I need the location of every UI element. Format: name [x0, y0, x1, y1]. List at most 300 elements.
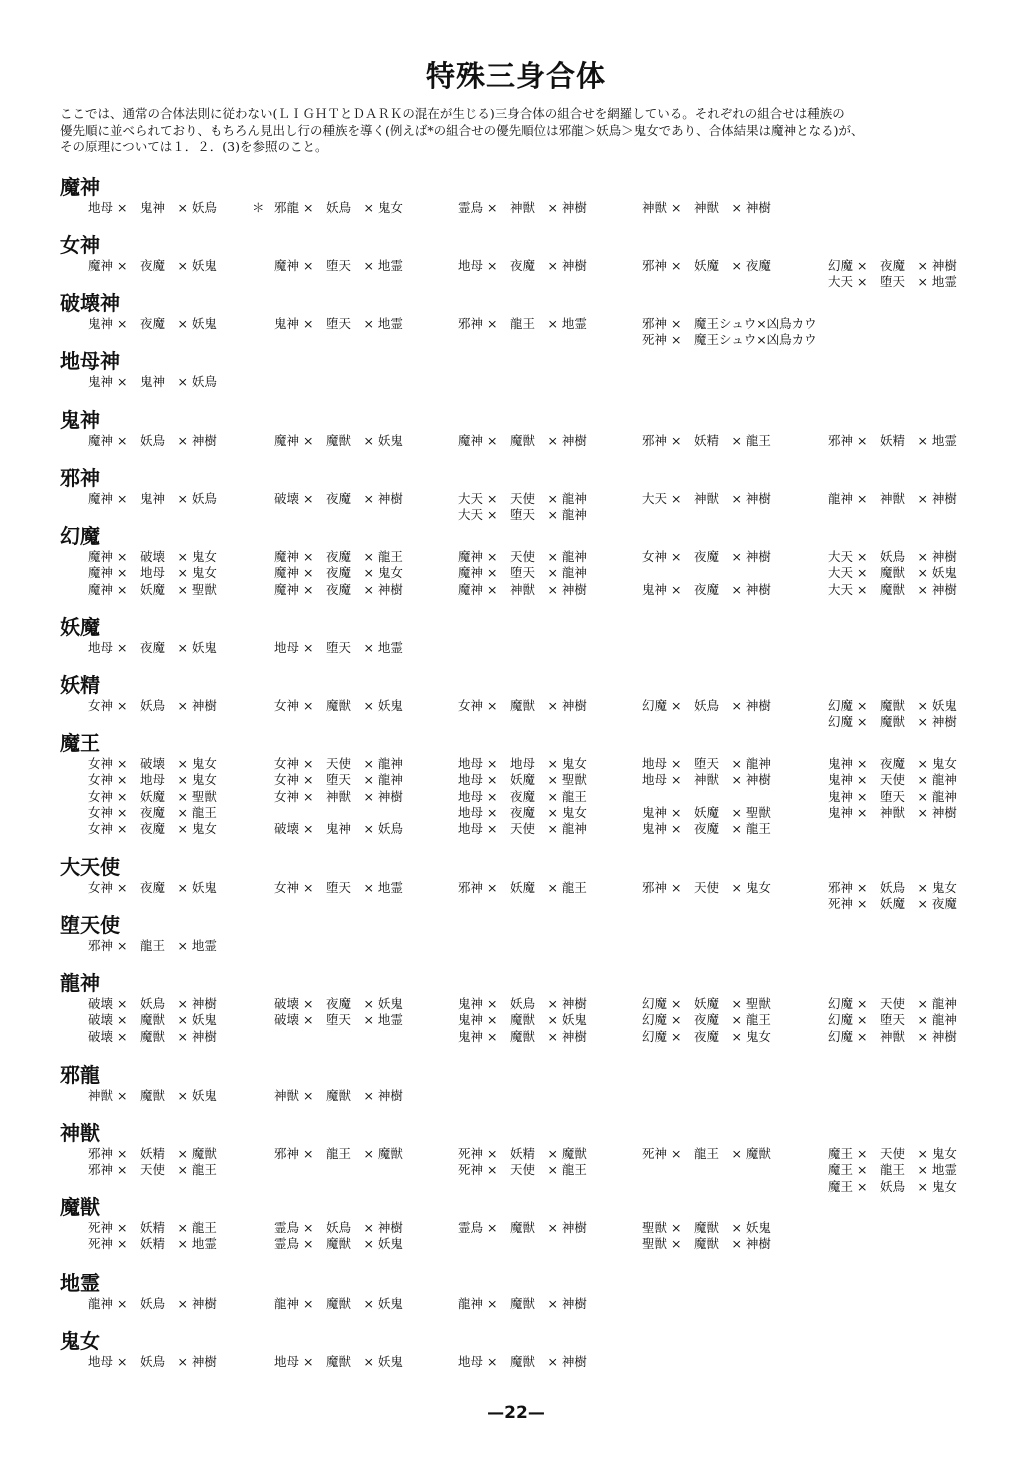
fusion-section [60, 407, 990, 449]
combo-row [60, 640, 990, 656]
combo-cell [642, 1146, 771, 1162]
section-title: 妖精 [60, 673, 100, 697]
combo-text: 魔神 × 魔獣 × 神樹 [458, 433, 587, 448]
combo-cell [642, 756, 771, 772]
combo-cell [274, 1088, 403, 1104]
combo-row [60, 1088, 990, 1104]
combo-cell [88, 640, 217, 656]
combo-text: 魔王 × 妖鳥 × 鬼女 [828, 1178, 957, 1194]
combo-cell [828, 714, 957, 730]
combo-cell [642, 1220, 771, 1236]
combo-row [60, 880, 990, 896]
combo-text: 女神 × 妖魔 × 聖獣 [88, 788, 217, 804]
combo-cell [828, 896, 957, 912]
combo-text: 女神 × 妖鳥 × 神樹 [88, 698, 217, 713]
combo-cell [458, 789, 587, 805]
combo-cell [274, 698, 403, 714]
combo-cell [642, 316, 817, 332]
combo-text: 地母 × 地母 × 鬼女 [458, 756, 587, 771]
combo-cell [88, 1162, 217, 1178]
combo-cell [458, 549, 587, 565]
combo-cell [274, 565, 403, 581]
combo-cell [274, 640, 403, 656]
combo-text: 神獣 × 魔獣 × 神樹 [274, 1088, 403, 1103]
combo-cell [88, 1029, 217, 1045]
combo-row [60, 714, 990, 730]
combo-cell [828, 756, 957, 772]
combo-row [60, 1220, 990, 1236]
combo-cell [274, 316, 403, 332]
combo-cell [274, 549, 403, 565]
combo-text: 鬼神 × 夜魔 × 神樹 [642, 581, 771, 597]
combo-cell [274, 1012, 403, 1028]
fusion-section [60, 465, 990, 524]
combo-text: 死神 × 妖精 × 魔獣 [458, 1146, 587, 1161]
combo-text: 女神 × 夜魔 × 神樹 [642, 549, 771, 564]
combo-text: 女神 × 地母 × 鬼女 [88, 772, 217, 788]
combo-row [60, 491, 990, 507]
combo-text: 地母 × 堕天 × 地霊 [274, 640, 403, 655]
section-title: 邪神 [60, 466, 100, 490]
combo-cell [642, 1012, 771, 1028]
combo-text: 女神 × 破壊 × 鬼女 [88, 756, 217, 771]
combo-cell [828, 274, 957, 290]
combo-cell [88, 1236, 217, 1252]
combo-text: 魔神 × 堕天 × 龍神 [458, 565, 587, 581]
combo-cell [274, 1220, 403, 1236]
combo-cell [642, 1236, 771, 1252]
combo-cell [458, 772, 587, 788]
combo-cell [642, 821, 771, 837]
combo-text: 破壊 × 堕天 × 地霊 [274, 1012, 403, 1028]
combo-text: 大天 × 堕天 × 地霊 [828, 274, 957, 290]
combo-cell [458, 880, 587, 896]
combo-text: 幻魔 × 夜魔 × 神樹 [828, 258, 957, 273]
intro-paragraph [60, 106, 960, 156]
combo-text: 鬼神 × 天使 × 龍神 [828, 772, 957, 788]
section-title: 堕天使 [60, 913, 120, 937]
combo-text: 大天 × 神獣 × 神樹 [642, 491, 771, 506]
combo-cell [274, 258, 403, 274]
combo-cell [274, 1354, 403, 1370]
combo-text: 龍神 × 魔獣 × 神樹 [458, 1296, 587, 1311]
combo-cell [88, 491, 217, 507]
combo-text: 地母 × 夜魔 × 鬼女 [458, 804, 587, 820]
combo-text: 地母 × 夜魔 × 神樹 [458, 258, 587, 273]
combo-cell [642, 698, 771, 714]
combo-text: 幻魔 × 妖鳥 × 神樹 [642, 698, 771, 713]
section-title: 邪龍 [60, 1063, 100, 1087]
section-title: 地母神 [60, 349, 120, 373]
combo-row [60, 374, 990, 390]
combo-text: 邪神 × 妖鳥 × 鬼女 [828, 880, 957, 895]
combo-text: 邪神 × 龍王 × 地霊 [458, 316, 587, 331]
combo-cell [274, 1236, 403, 1252]
section-title: 大天使 [60, 855, 120, 879]
section-title: 鬼女 [60, 1329, 100, 1353]
combo-text: 女神 × 堕天 × 地霊 [274, 880, 403, 895]
combo-cell [88, 1296, 217, 1312]
combo-cell [458, 1162, 587, 1178]
combo-cell [828, 1146, 957, 1162]
combo-text: 魔神 × 地母 × 鬼女 [88, 565, 217, 581]
combo-text: 鬼神 × 鬼神 × 妖鳥 [88, 374, 217, 389]
combo-text: 死神 × 天使 × 龍王 [458, 1162, 587, 1178]
combo-text: 龍神 × 魔獣 × 妖鬼 [274, 1296, 403, 1311]
combo-cell [828, 772, 957, 788]
fusion-section [60, 970, 990, 1045]
combo-cell [274, 772, 403, 788]
combo-cell [88, 805, 217, 821]
combo-cell [274, 756, 403, 772]
combo-text: 女神 × 夜魔 × 鬼女 [88, 821, 217, 837]
combo-text: 魔神 × 堕天 × 地霊 [274, 258, 403, 273]
combo-cell [828, 582, 957, 598]
combo-cell [642, 200, 771, 216]
combo-text: 幻魔 × 魔獣 × 妖鬼 [828, 698, 957, 713]
combo-cell [88, 1220, 217, 1236]
combo-cell [274, 433, 403, 449]
section-title: 幻魔 [60, 524, 100, 548]
combo-row [60, 1146, 990, 1162]
combo-row [60, 1354, 990, 1370]
combo-cell [88, 200, 217, 216]
combo-text: 地母 × 魔獣 × 妖鬼 [274, 1354, 403, 1369]
combo-cell [458, 1220, 587, 1236]
combo-cell [458, 756, 587, 772]
combo-cell [274, 491, 403, 507]
fusion-section [60, 614, 990, 656]
combo-text: 龍神 × 妖鳥 × 神樹 [88, 1296, 217, 1311]
combo-text: 魔王 × 龍王 × 地霊 [828, 1162, 957, 1178]
combo-cell [458, 200, 587, 216]
combo-text: 幻魔 × 夜魔 × 鬼女 [642, 1028, 771, 1044]
combo-text: 邪神 × 魔王シュウ×凶鳥カウ [642, 316, 817, 331]
combo-text: 龍神 × 神獣 × 神樹 [828, 491, 957, 506]
combo-text: 聖獣 × 魔獣 × 妖鬼 [642, 1220, 771, 1235]
combo-cell [642, 332, 817, 348]
combo-text: 魔神 × 妖魔 × 聖獣 [88, 581, 217, 597]
combo-text: 邪神 × 龍王 × 地霊 [88, 938, 217, 953]
combo-cell [88, 1354, 217, 1370]
combo-text: 地母 × 魔獣 × 神樹 [458, 1354, 587, 1369]
combo-text: 魔王 × 天使 × 鬼女 [828, 1146, 957, 1161]
combo-cell [274, 582, 403, 598]
combo-text: 神獣 × 魔獣 × 妖鬼 [88, 1088, 217, 1103]
combo-cell [458, 491, 587, 507]
combo-cell [88, 789, 217, 805]
combo-row [60, 789, 990, 805]
combo-cell [88, 772, 217, 788]
combo-text: 魔神 × 夜魔 × 妖鬼 [88, 258, 217, 273]
combo-cell [88, 1146, 217, 1162]
combo-text: 破壊 × 夜魔 × 神樹 [274, 491, 403, 506]
combo-cell [642, 805, 771, 821]
combo-cell [642, 582, 771, 598]
combo-row [60, 1236, 990, 1252]
combo-row [60, 582, 990, 598]
combo-row [60, 821, 990, 837]
combo-text: 死神 × 龍王 × 魔獣 [642, 1146, 771, 1161]
combo-text: 地母 × 夜魔 × 龍王 [458, 788, 587, 804]
combo-row [60, 316, 990, 332]
combo-cell [274, 1296, 403, 1312]
combo-row [60, 698, 990, 714]
combo-cell [274, 821, 403, 837]
combo-cell [88, 1012, 217, 1028]
combo-text: 女神 × 夜魔 × 龍王 [88, 804, 217, 820]
combo-text: 地母 × 妖魔 × 聖獣 [458, 772, 587, 788]
fusion-section [60, 912, 990, 954]
section-title: 龍神 [60, 971, 100, 995]
combo-cell [88, 374, 217, 390]
section-title: 魔神 [60, 175, 100, 199]
section-title: 魔獣 [60, 1195, 100, 1219]
combo-cell [88, 433, 217, 449]
combo-row [60, 549, 990, 565]
combo-text: 鬼神 × 夜魔 × 妖鬼 [88, 316, 217, 331]
combo-row [60, 332, 990, 348]
combo-text: 幻魔 × 妖魔 × 聖獣 [642, 996, 771, 1011]
section-title: 女神 [60, 233, 100, 257]
combo-text: 邪神 × 天使 × 龍王 [88, 1162, 217, 1178]
combo-text: 死神 × 妖魔 × 夜魔 [828, 896, 957, 912]
combo-text: 破壊 × 妖鳥 × 神樹 [88, 996, 217, 1011]
combo-text: 鬼神 × 神獣 × 神樹 [828, 804, 957, 820]
combo-text: 地母 × 天使 × 龍神 [458, 821, 587, 837]
combo-text: 破壊 × 夜魔 × 妖鬼 [274, 996, 403, 1011]
combo-text: 邪神 × 妖精 × 龍王 [642, 433, 771, 448]
combo-cell [828, 698, 957, 714]
combo-text: 大天 × 天使 × 龍神 [458, 491, 587, 506]
combo-cell [458, 1012, 587, 1028]
combo-cell [274, 996, 403, 1012]
combo-row [60, 1179, 990, 1195]
combo-cell [642, 880, 771, 896]
combo-row [60, 772, 990, 788]
combo-text: 幻魔 × 夜魔 × 龍王 [642, 1012, 771, 1028]
combo-row [60, 433, 990, 449]
combo-text: 地母 × 鬼神 × 妖鳥 [88, 200, 217, 215]
combo-text: 霊鳥 × 神獣 × 神樹 [458, 200, 587, 215]
combo-text: 幻魔 × 堕天 × 龍神 [828, 1012, 957, 1028]
combo-text: 女神 × 天使 × 龍神 [274, 756, 403, 771]
combo-text: 鬼神 × 妖魔 × 聖獣 [642, 804, 771, 820]
combo-text: 地母 × 堕天 × 龍神 [642, 756, 771, 771]
combo-text: 女神 × 魔獣 × 神樹 [458, 698, 587, 713]
combo-text: 魔神 × 鬼神 × 妖鳥 [88, 491, 217, 506]
combo-text: 邪神 × 妖魔 × 夜魔 [642, 258, 771, 273]
combo-text: 魔神 × 夜魔 × 龍王 [274, 549, 403, 564]
combo-text: 邪神 × 妖魔 × 龍王 [458, 880, 587, 895]
combo-cell [458, 316, 587, 332]
combo-cell [458, 582, 587, 598]
combo-cell [458, 433, 587, 449]
combo-text: 大天 × 妖鳥 × 神樹 [828, 549, 957, 564]
combo-cell [274, 1146, 403, 1162]
combo-cell [828, 996, 957, 1012]
combo-text: 破壊 × 魔獣 × 妖鬼 [88, 1012, 217, 1028]
fusion-section [60, 1270, 990, 1312]
combo-row [60, 200, 990, 216]
combo-cell [828, 1179, 957, 1195]
combo-cell [642, 996, 771, 1012]
combo-cell [642, 549, 771, 565]
combo-cell [828, 549, 957, 565]
combo-text: 邪神 × 妖精 × 魔獣 [88, 1146, 217, 1161]
section-title: 破壊神 [60, 291, 120, 315]
fusion-section [60, 232, 990, 291]
section-title: 神獣 [60, 1121, 100, 1145]
combo-text: 鬼神 × 魔獣 × 妖鬼 [458, 1012, 587, 1028]
combo-cell [458, 821, 587, 837]
combo-text: 女神 × 魔獣 × 妖鬼 [274, 698, 403, 713]
combo-text: 邪神 × 龍王 × 魔獣 [274, 1146, 403, 1161]
asterisk-marker: ＊ [252, 200, 265, 215]
combo-cell [828, 491, 957, 507]
fusion-section [60, 1328, 990, 1370]
page-number: —22— [487, 1403, 545, 1423]
combo-text: 魔神 × 夜魔 × 神樹 [274, 581, 403, 597]
combo-text: 女神 × 堕天 × 龍神 [274, 772, 403, 788]
combo-text: 地母 × 夜魔 × 妖鬼 [88, 640, 217, 655]
combo-cell [642, 772, 771, 788]
combo-cell [828, 1029, 957, 1045]
combo-cell [458, 1296, 587, 1312]
combo-text: 魔神 × 天使 × 龍神 [458, 549, 587, 564]
combo-cell [642, 491, 771, 507]
combo-cell [828, 880, 957, 896]
combo-row [60, 938, 990, 954]
combo-cell [88, 698, 217, 714]
combo-row [60, 805, 990, 821]
fusion-section [60, 672, 990, 731]
combo-cell [642, 1029, 771, 1045]
combo-cell [274, 880, 403, 896]
combo-text: 死神 × 魔王シュウ×凶鳥カウ [642, 332, 817, 348]
combo-text: 大天 × 魔獣 × 神樹 [828, 581, 957, 597]
combo-text: 地母 × 妖鳥 × 神樹 [88, 1354, 217, 1369]
combo-row [60, 756, 990, 772]
combo-text: 魔神 × 妖鳥 × 神樹 [88, 433, 217, 448]
combo-text: 死神 × 妖精 × 龍王 [88, 1220, 217, 1235]
fusion-section [60, 1120, 990, 1195]
fusion-section [60, 1062, 990, 1104]
combo-cell [458, 1029, 587, 1045]
combo-row [60, 1029, 990, 1045]
combo-cell [88, 996, 217, 1012]
combo-cell [458, 565, 587, 581]
intro-line: 優先順に並べられており、もちろん見出し行の種族を導く(例えば*の組合せの優先順位は邪龍＞妖鳥＞鬼女であり、合体結果は魔神となる)が、 [60, 122, 864, 138]
combo-text: 幻魔 × 魔獣 × 神樹 [828, 714, 957, 730]
combo-cell [828, 258, 957, 274]
combo-text: 聖獣 × 魔獣 × 神樹 [642, 1236, 771, 1252]
combo-text: 鬼神 × 魔獣 × 神樹 [458, 1028, 587, 1044]
page-title: 特殊三身合体 [425, 59, 606, 93]
combo-text: 女神 × 夜魔 × 妖鬼 [88, 880, 217, 895]
combo-text: 鬼神 × 夜魔 × 鬼女 [828, 756, 957, 771]
combo-text: 神獣 × 神獣 × 神樹 [642, 200, 771, 215]
combo-cell [252, 200, 403, 216]
combo-text: 鬼神 × 堕天 × 地霊 [274, 316, 403, 331]
combo-text: 幻魔 × 神獣 × 神樹 [828, 1028, 957, 1044]
combo-row [60, 1162, 990, 1178]
section-title: 鬼神 [60, 408, 100, 432]
combo-cell [828, 805, 957, 821]
combo-text: 霊鳥 × 魔獣 × 妖鬼 [274, 1236, 403, 1252]
combo-text: 死神 × 妖精 × 地霊 [88, 1236, 217, 1252]
section-title: 魔王 [60, 731, 100, 755]
combo-text: 鬼神 × 夜魔 × 龍王 [642, 821, 771, 837]
combo-row [60, 258, 990, 274]
fusion-section [60, 348, 990, 390]
combo-text: 幻魔 × 天使 × 龍神 [828, 996, 957, 1011]
intro-line: ここでは、通常の合体法則に従わない(ＬＩＧＨＴとＤＡＲＫの混在が生じる)三身合体の組合せを網羅している。それぞれの組合せは種族の [60, 106, 845, 121]
combo-cell [458, 1354, 587, 1370]
combo-text: 邪神 × 妖精 × 地霊 [828, 433, 957, 448]
combo-row [60, 274, 990, 290]
combo-cell [458, 507, 587, 523]
combo-text: 魔神 × 破壊 × 鬼女 [88, 549, 217, 564]
section-title: 妖魔 [60, 615, 100, 639]
combo-cell [88, 565, 217, 581]
combo-text: 霊鳥 × 魔獣 × 神樹 [458, 1220, 587, 1235]
combo-cell [458, 1146, 587, 1162]
combo-cell [458, 698, 587, 714]
combo-text: 破壊 × 鬼神 × 妖鳥 [274, 821, 403, 837]
combo-cell [828, 1012, 957, 1028]
combo-text: 魔神 × 夜魔 × 鬼女 [274, 565, 403, 581]
combo-text: 鬼神 × 堕天 × 龍神 [828, 788, 957, 804]
combo-cell [88, 1088, 217, 1104]
combo-cell [458, 996, 587, 1012]
combo-row [60, 565, 990, 581]
combo-text: 鬼神 × 妖鳥 × 神樹 [458, 996, 587, 1011]
combo-text: 大天 × 堕天 × 龍神 [458, 507, 587, 523]
combo-cell [88, 316, 217, 332]
combo-cell [828, 433, 957, 449]
fusion-section [60, 290, 990, 349]
combo-cell [88, 756, 217, 772]
combo-cell [88, 938, 217, 954]
combo-cell [88, 549, 217, 565]
combo-cell [88, 880, 217, 896]
fusion-section [60, 523, 990, 598]
combo-cell [88, 582, 217, 598]
combo-row [60, 1012, 990, 1028]
combo-text: 邪神 × 天使 × 鬼女 [642, 880, 771, 895]
combo-cell [828, 1162, 957, 1178]
section-title: 地霊 [60, 1271, 100, 1295]
combo-cell [274, 789, 403, 805]
fusion-section [60, 730, 990, 837]
fusion-section [60, 1194, 990, 1253]
fusion-section [60, 854, 990, 913]
combo-text: 大天 × 魔獣 × 妖鬼 [828, 565, 957, 581]
combo-cell [458, 258, 587, 274]
combo-text: 魔神 × 神獣 × 神樹 [458, 581, 587, 597]
combo-cell [828, 789, 957, 805]
combo-row [60, 896, 990, 912]
fusion-section [60, 174, 990, 216]
combo-cell [88, 821, 217, 837]
combo-cell [642, 258, 771, 274]
combo-text: 女神 × 神獣 × 神樹 [274, 788, 403, 804]
combo-text: 邪龍 × 妖鳥 × 鬼女 [274, 200, 403, 215]
combo-text: 霊鳥 × 妖鳥 × 神樹 [274, 1220, 403, 1235]
combo-text: 破壊 × 魔獣 × 神樹 [88, 1028, 217, 1044]
combo-cell [458, 805, 587, 821]
